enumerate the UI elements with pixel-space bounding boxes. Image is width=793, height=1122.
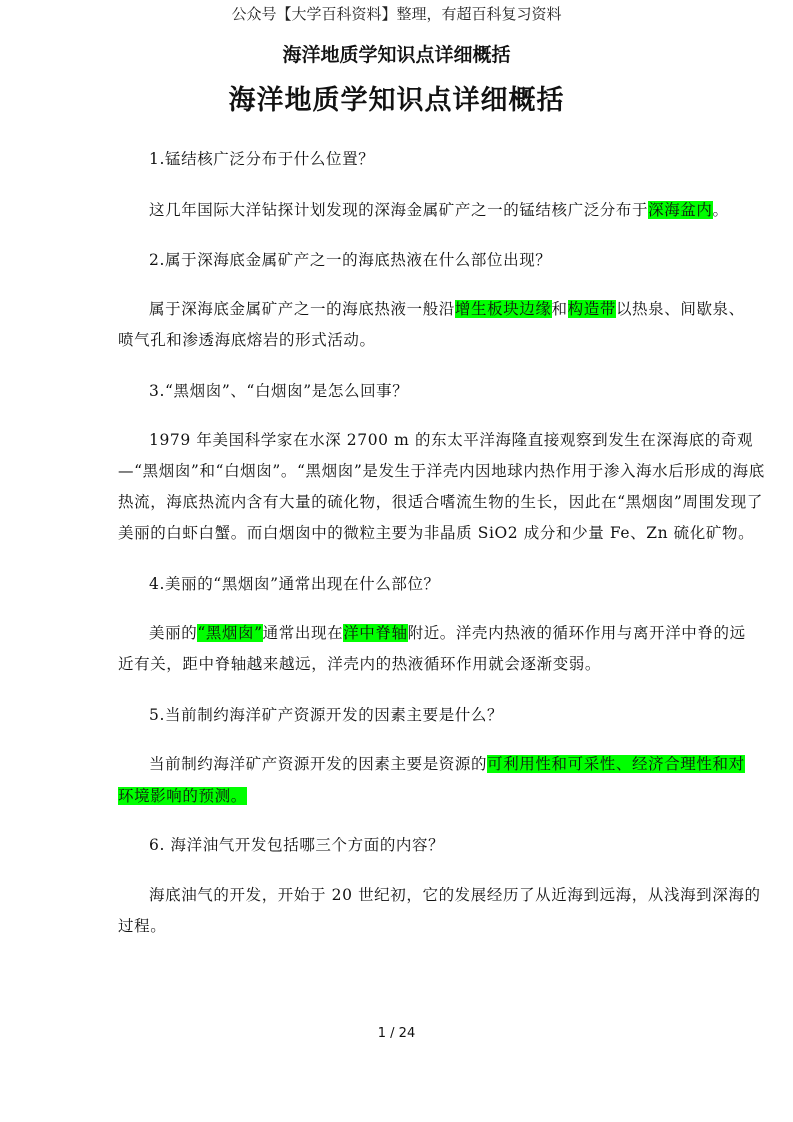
highlighted-text: 可利用性和可采性、经济合理性和对: [487, 755, 745, 773]
answer-line: [149, 753, 745, 775]
question-line: [149, 249, 551, 271]
text-segment: —“黑烟囱”和“白烟囱”。“黑烟囱”是发生于洋壳内因地球内热作用于渗入海水后形成的海底: [118, 462, 765, 480]
text-segment: 以热泉、间歇泉、: [615, 300, 745, 318]
question-line: [149, 573, 440, 595]
highlighted-text: “黑烟囱”: [197, 624, 263, 642]
highlighted-text: 增生板块边缘: [454, 300, 552, 318]
answer-line: [149, 199, 729, 221]
text-segment: 1979 年美国科学家在水深 2700 m 的东太平洋海隆直接观察到发生在深海底的奇观: [149, 431, 754, 449]
text-segment: 2.属于深海底金属矿产之一的海底热液在什么部位出现？: [149, 251, 552, 269]
answer-line: [118, 915, 166, 937]
question-line: [149, 380, 408, 402]
answer-line: [118, 491, 763, 513]
text-segment: 近有关，距中脊轴越来越远，洋壳内的热液循环作用就会逐渐变弱。: [118, 655, 602, 673]
text-segment: 通常出现在: [262, 624, 344, 642]
question-line: [149, 148, 374, 170]
text-segment: 当前制约海洋矿产资源开发的因素主要是资源的: [149, 755, 488, 773]
answer-line: [118, 785, 247, 807]
answer-line: [149, 884, 761, 906]
text-segment: 喷气孔和渗透海底熔岩的形式活动。: [118, 331, 376, 349]
text-segment: 这几年国际大洋钻探计划发现的深海金属矿产之一的锰结核广泛分布于: [149, 201, 649, 219]
text-segment: 热流，海底热流内含有大量的硫化物，很适合嗜流生物的生长，因此在“黑烟囱”周围发现了: [118, 493, 763, 511]
page-header: 公众号【大学百科资料】整理，有超百科复习资料: [231, 5, 562, 23]
text-segment: 附近。洋壳内热液的循环作用与离开洋中脊的远: [407, 624, 746, 642]
answer-line: [149, 429, 753, 451]
text-segment: 过程。: [118, 917, 167, 935]
answer-line: [118, 522, 754, 544]
text-segment: 美丽的: [149, 624, 198, 642]
answer-line: [149, 622, 746, 644]
text-segment: 3.“黑烟囱”、“白烟囱”是怎么回事？: [149, 382, 409, 400]
highlighted-text: 洋中脊轴: [343, 624, 408, 642]
text-segment: 属于深海底金属矿产之一的海底热液一般沿: [149, 300, 455, 318]
answer-line: [118, 329, 376, 351]
text-segment: 海底油气的开发，开始于 20 世纪初，它的发展经历了从近海到远海，从浅海到深海的: [149, 886, 761, 904]
answer-line: [149, 298, 745, 320]
answer-line: [118, 653, 601, 675]
text-segment: 5.当前制约海洋矿产资源开发的因素主要是什么？: [149, 706, 504, 724]
text-segment: 。: [712, 201, 729, 219]
page-indicator: 1 / 24: [377, 1026, 416, 1041]
text-segment: 和: [551, 300, 568, 318]
question-line: [149, 704, 503, 726]
highlighted-text: 深海盆内: [648, 201, 713, 219]
highlighted-text: 构造带: [567, 300, 616, 318]
question-line: [149, 834, 444, 856]
text-segment: 6. 海洋油气开发包括哪三个方面的内容？: [149, 836, 445, 854]
text-segment: 4.美丽的“黑烟囱”通常出现在什么部位？: [149, 575, 440, 593]
document-title: 海洋地质学知识点详细概括: [228, 85, 565, 116]
running-title: 海洋地质学知识点详细概括: [282, 44, 511, 66]
highlighted-text: 环境影响的预测。: [118, 787, 247, 805]
answer-line: [118, 460, 765, 482]
text-segment: 1.锰结核广泛分布于什么位置？: [149, 150, 375, 168]
text-segment: 美丽的白虾白蟹。而白烟囱中的微粒主要为非晶质 SiO2 成分和少量 Fe、Zn 硫化矿物。: [118, 524, 755, 542]
